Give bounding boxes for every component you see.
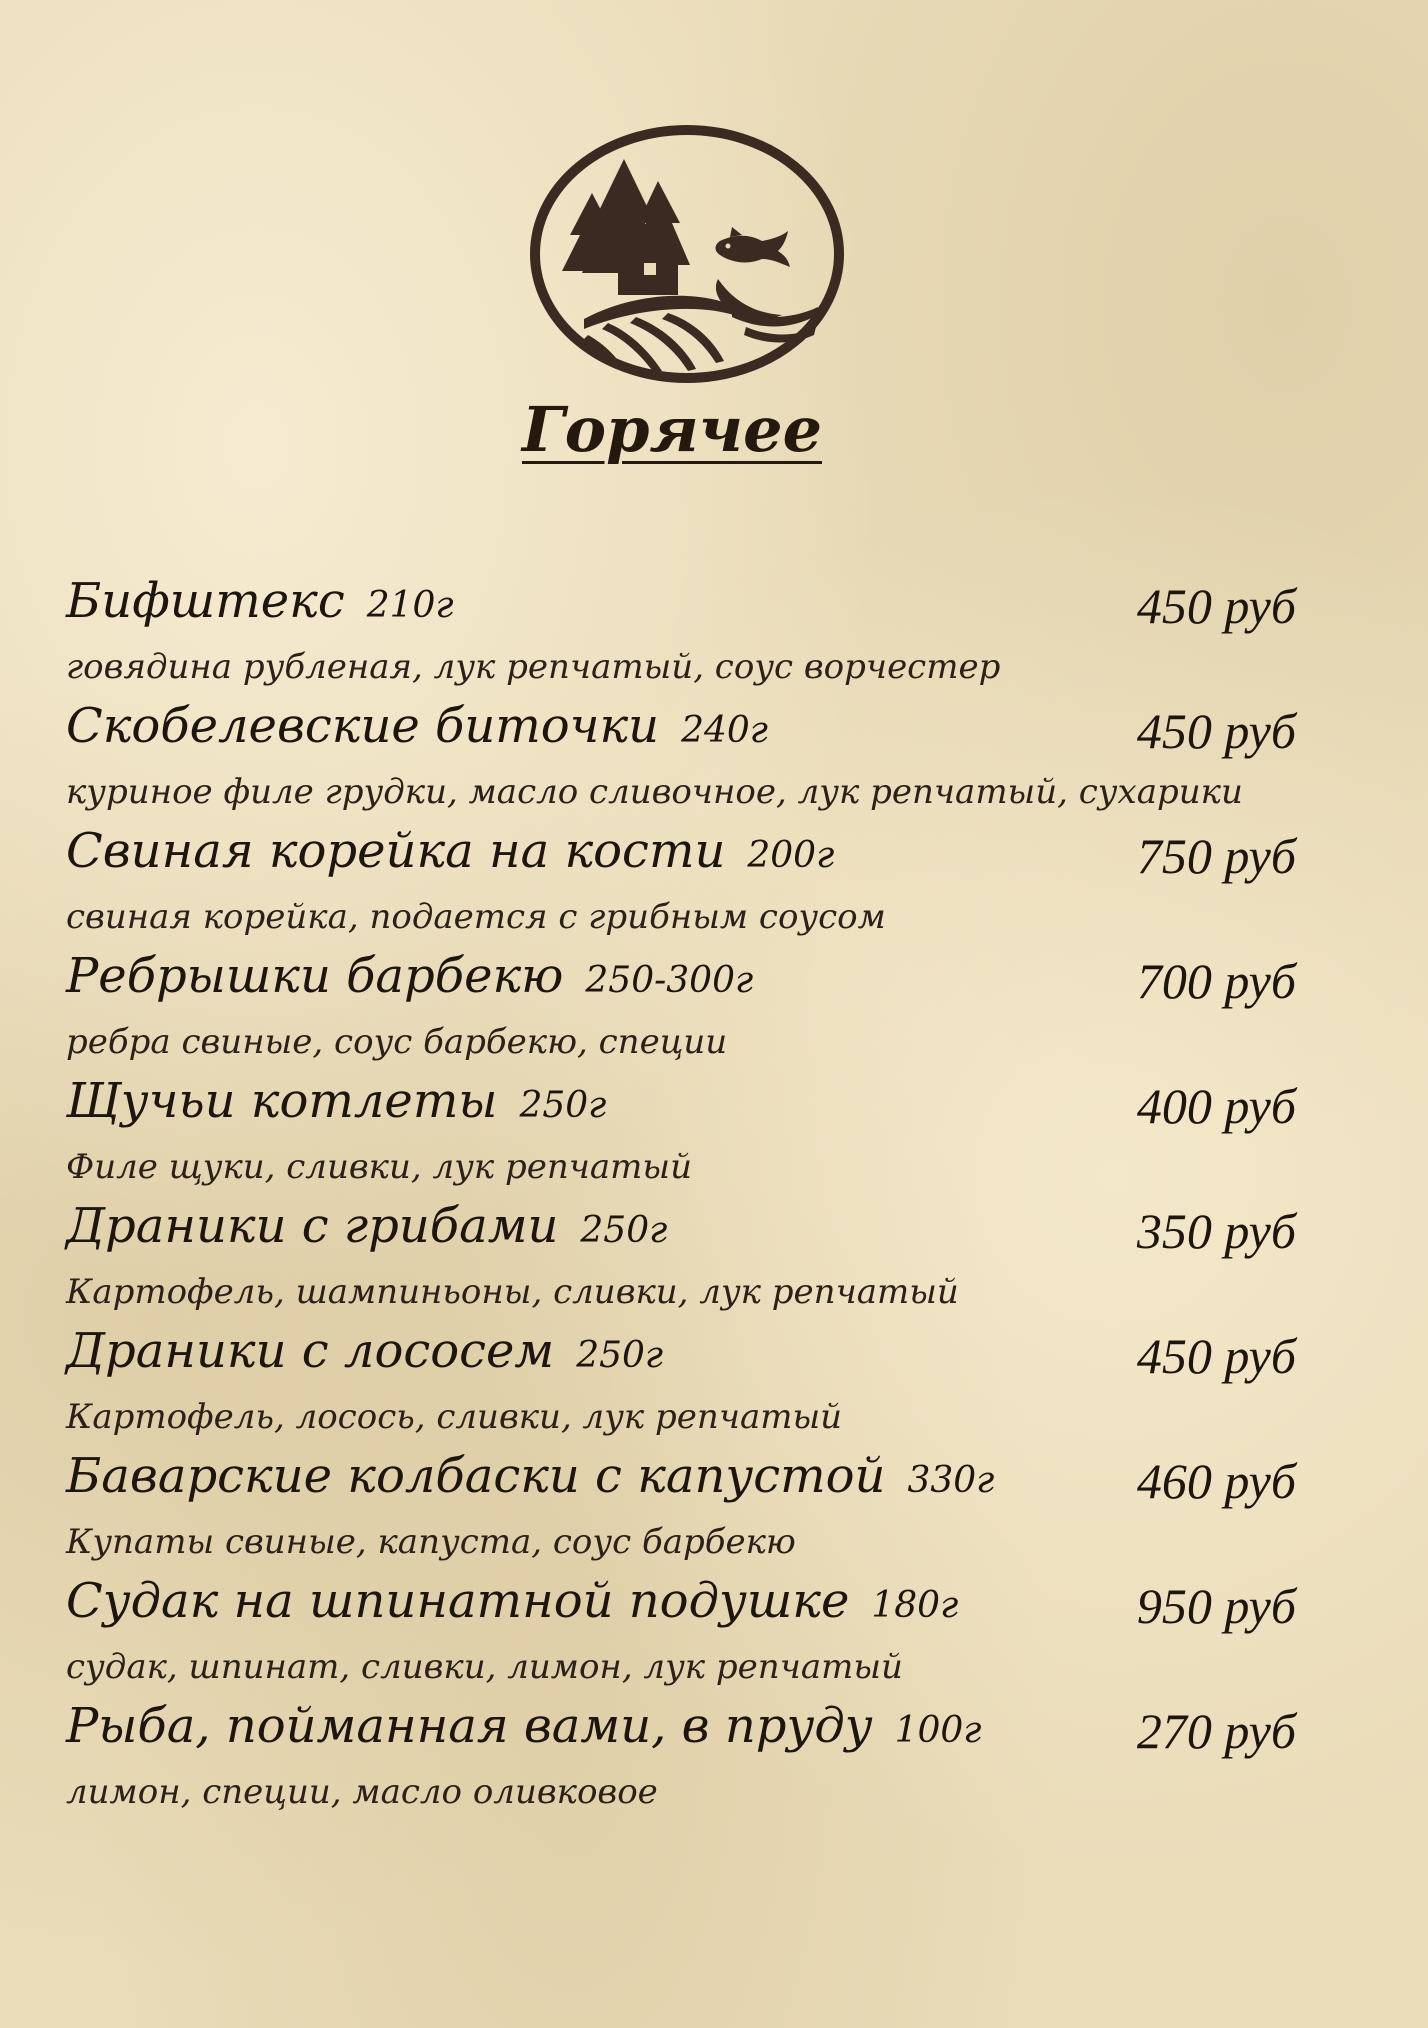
menu-item: [66, 1073, 1316, 1198]
dish-name: Свиная корейка на кости: [66, 823, 726, 879]
dish-price: 460 руб: [1136, 1453, 1296, 1509]
dish-weight: 250г: [580, 1210, 668, 1251]
dish-weight: 100г: [894, 1710, 982, 1751]
dish-description: Картофель, лосось, сливки, лук репчатый: [66, 1397, 843, 1437]
restaurant-logo: [526, 123, 848, 385]
dish-price: 400 руб: [1136, 1078, 1296, 1134]
menu-item: [66, 823, 1316, 948]
dish-weight: 200г: [747, 835, 835, 876]
dish-name: Бифштекс: [66, 573, 345, 629]
dish-description: Купаты свиные, капуста, соус барбекю: [66, 1522, 796, 1562]
country-house-forest-fish-icon: [526, 123, 848, 385]
menu-item: [66, 1698, 1316, 1823]
dish-price: 950 руб: [1136, 1578, 1296, 1634]
dish-name: Ребрышки барбекю: [66, 948, 564, 1004]
dish-price: 350 руб: [1136, 1203, 1296, 1259]
dish-description: говядина рубленая, лук репчатый, соус ворчестер: [66, 647, 1001, 687]
dish-name: Рыба, пойманная вами, в пруду: [66, 1698, 873, 1754]
dish-weight: 330г: [907, 1460, 995, 1501]
dish-weight: 240г: [681, 710, 768, 751]
dish-description: Картофель, шампиньоны, сливки, лук репчатый: [66, 1272, 959, 1312]
menu-list: [66, 573, 1316, 1823]
dish-description: Филе щуки, сливки, лук репчатый: [66, 1147, 692, 1187]
dish-price: 270 руб: [1136, 1703, 1296, 1759]
dish-weight: 250г: [519, 1085, 607, 1126]
dish-price: 700 руб: [1136, 953, 1296, 1009]
dish-name: Щучьи котлеты: [66, 1073, 498, 1129]
dish-price: 450 руб: [1136, 703, 1296, 759]
menu-item: [66, 698, 1316, 823]
menu-item: [66, 1323, 1316, 1448]
menu-item: [66, 1198, 1316, 1323]
dish-description: лимон, специи, масло оливковое: [66, 1772, 658, 1812]
menu-item: [66, 948, 1316, 1073]
dish-weight: 180г: [871, 1585, 959, 1626]
dish-description: куриное филе грудки, масло сливочное, лук репчатый, сухарики: [66, 772, 1243, 812]
dish-description: судак, шпинат, сливки, лимон, лук репчатый: [66, 1647, 903, 1687]
dish-name: Баварские колбаски с капустой: [66, 1448, 886, 1504]
page-title: Горячее: [521, 393, 823, 466]
dish-price: 450 руб: [1136, 578, 1296, 634]
dish-weight: 250-300г: [585, 960, 754, 1001]
dish-price: 450 руб: [1136, 1328, 1296, 1384]
dish-name: Драники с лососем: [66, 1323, 555, 1379]
dish-name: Судак на шпинатной подушке: [66, 1573, 850, 1629]
menu-item: [66, 573, 1316, 698]
dish-weight: 210г: [366, 585, 454, 626]
dish-description: свиная корейка, подается с грибным соусом: [66, 897, 886, 937]
menu-item: [66, 1448, 1316, 1573]
dish-name: Скобелевские биточки: [66, 698, 660, 754]
dish-description: ребра свиные, соус барбекю, специи: [66, 1022, 728, 1062]
menu-item: [66, 1573, 1316, 1698]
dish-price: 750 руб: [1136, 828, 1296, 884]
dish-weight: 250г: [576, 1335, 664, 1376]
dish-name: Драники с грибами: [66, 1198, 559, 1254]
